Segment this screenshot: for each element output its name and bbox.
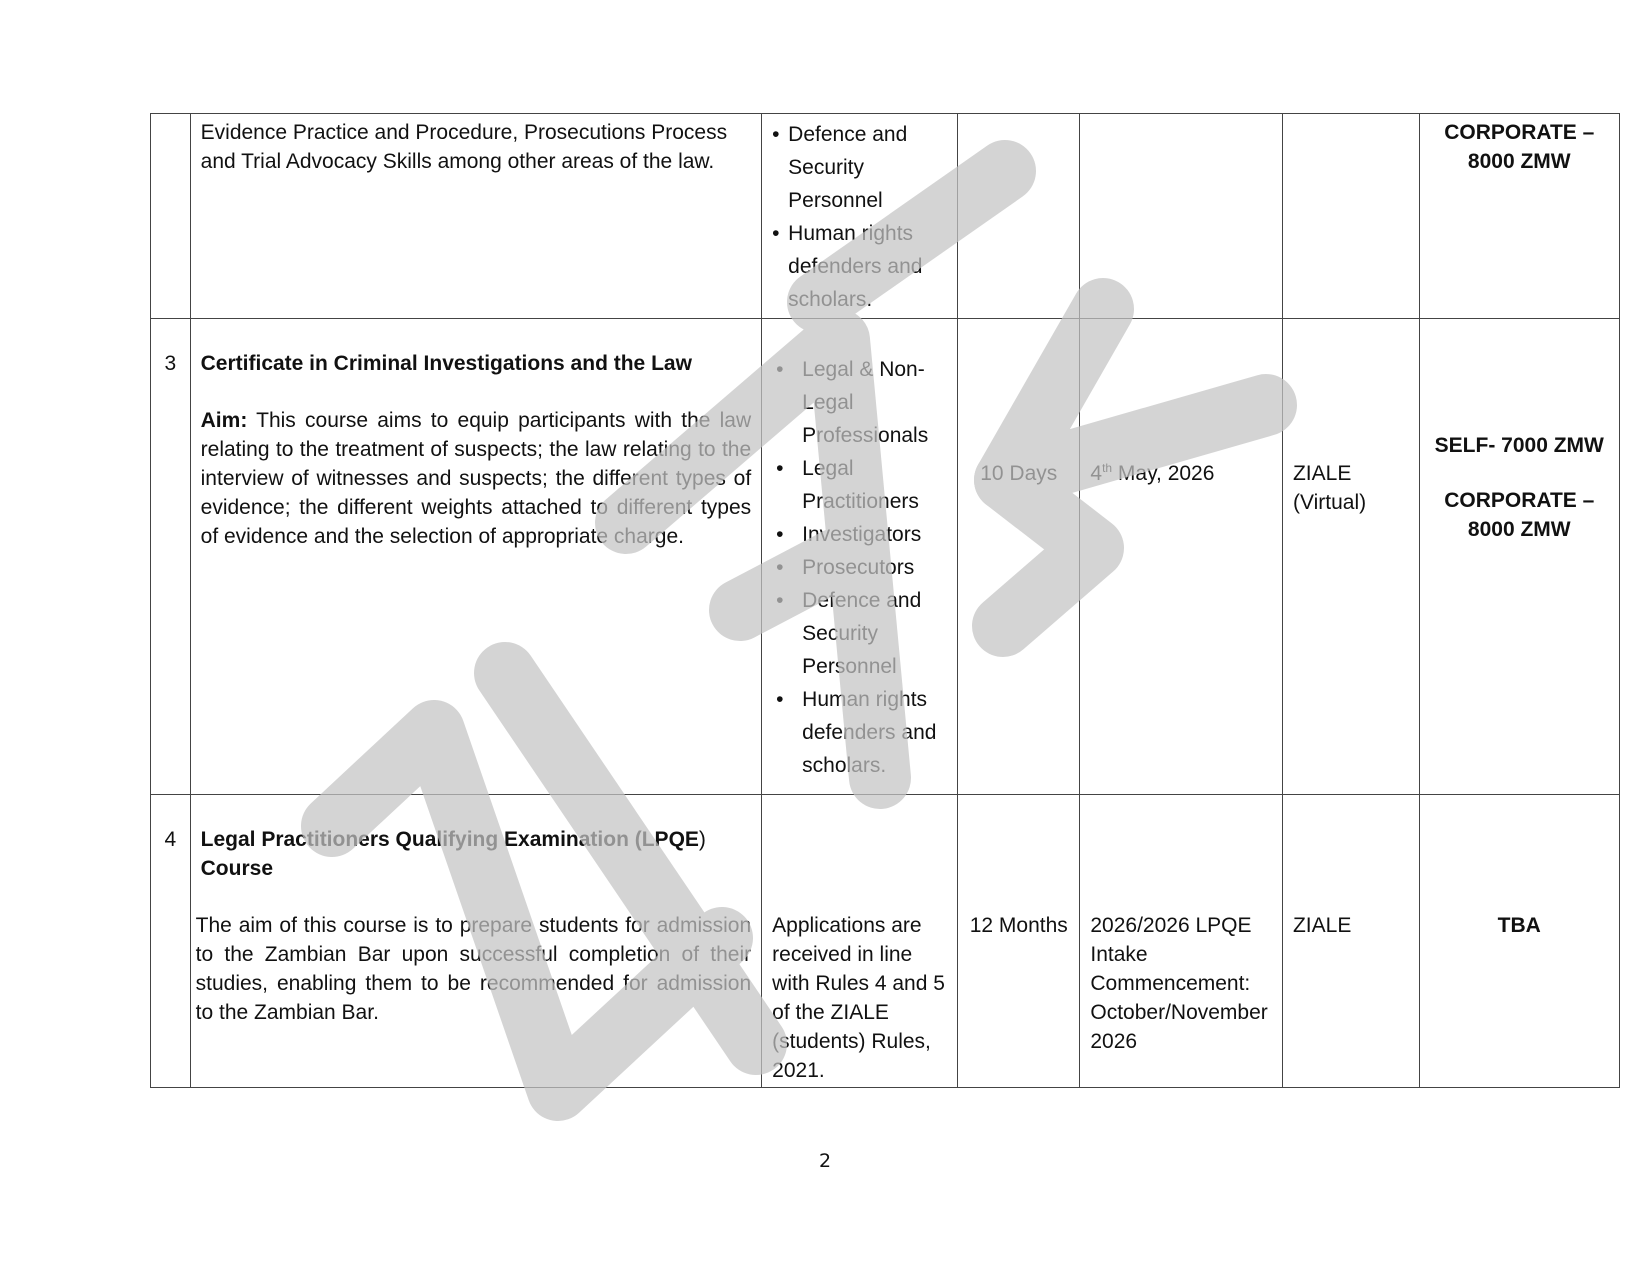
- fee-self: SELF- 7000 ZMW: [1434, 434, 1604, 457]
- row-number-cell: [151, 795, 191, 1088]
- fee-corporate: CORPORATE – 8000 ZMW: [1444, 489, 1595, 541]
- course-title: Legal Practitioners Qualifying Examination (LPQE) Course: [200, 828, 706, 880]
- duration: 12 Months: [969, 914, 1068, 937]
- course-aim: [201, 406, 752, 551]
- start-date: 2026/2026 LPQE Intake Commencement: October/November 2026: [1090, 914, 1268, 1053]
- target-audience-cell: [762, 319, 958, 795]
- course-aim: The aim of this course is to prepare students for admission to the Zambian Bar upon successful completion of their studies, enabling them to be recommended for admission to the Zambian Bar.: [195, 914, 752, 1024]
- date-cell: [1080, 319, 1283, 795]
- aim-text: This course aims to equip participants with the law relating to the treatment of suspects; the law relating to the interview of witnesses and suspects; the different types of evidence; the different weights attached to different types of evidence and the selection of appropriate charge.: [200, 409, 752, 548]
- list-item: • Human rights defenders and scholars.: [802, 683, 947, 782]
- row-number: 3: [164, 352, 177, 375]
- list-item: • Legal Practitioners: [802, 452, 947, 518]
- venue-cell: [1282, 795, 1419, 1088]
- duration-cell: [958, 114, 1080, 319]
- table-row: [151, 319, 1620, 795]
- audience-list: [772, 353, 947, 782]
- fee-cell: [1419, 114, 1619, 319]
- date-cell: [1080, 795, 1283, 1088]
- fee-corporate: CORPORATE – 8000 ZMW: [1444, 121, 1595, 173]
- list-item: • Defence and Security Personnel: [802, 584, 947, 683]
- page-number: 2: [818, 1150, 832, 1172]
- date-cell: [1080, 114, 1283, 319]
- list-item: • Prosecutors: [802, 551, 947, 584]
- course-title: Certificate in Criminal Investigations and the Law: [200, 352, 692, 375]
- venue-cell: [1282, 319, 1419, 795]
- fee-cell: [1419, 795, 1619, 1088]
- table-row: [151, 114, 1620, 319]
- row-number-cell: [151, 319, 191, 795]
- list-item: • Legal & Non-Legal Professionals: [802, 353, 947, 452]
- course-description-cell: [190, 319, 762, 795]
- course-description: Evidence Practice and Procedure, Prosecutions Process and Trial Advocacy Skills among other areas of the law.: [200, 121, 728, 173]
- fee-tba: TBA: [1497, 914, 1541, 937]
- list-item: • Human rights defenders and scholars.: [788, 217, 947, 316]
- venue-cell: [1282, 114, 1419, 319]
- course-description-cell: [190, 795, 762, 1088]
- course-description-cell: [190, 114, 762, 319]
- list-item: • Defence and Security Personnel: [788, 118, 947, 217]
- duration: 10 Days: [980, 462, 1058, 485]
- venue: ZIALE: [1292, 914, 1352, 937]
- row-number-cell: [151, 114, 191, 319]
- row-number: 4: [164, 828, 177, 851]
- audience-note: Applications are received in line with Rules 4 and 5 of the ZIALE (students) Rules, 2021.: [772, 914, 945, 1082]
- venue: ZIALE (Virtual): [1292, 462, 1367, 514]
- target-audience-cell: [762, 114, 958, 319]
- duration-cell: [958, 795, 1080, 1088]
- table-row: [151, 795, 1620, 1088]
- list-item: • Investigators: [802, 518, 947, 551]
- start-date: 4th May, 2026: [1090, 461, 1215, 485]
- aim-label: Aim:: [200, 409, 248, 432]
- audience-list: [772, 118, 947, 316]
- fee-cell: [1419, 319, 1619, 795]
- course-table: [150, 113, 1620, 1088]
- target-audience-cell: [762, 795, 958, 1088]
- duration-cell: [958, 319, 1080, 795]
